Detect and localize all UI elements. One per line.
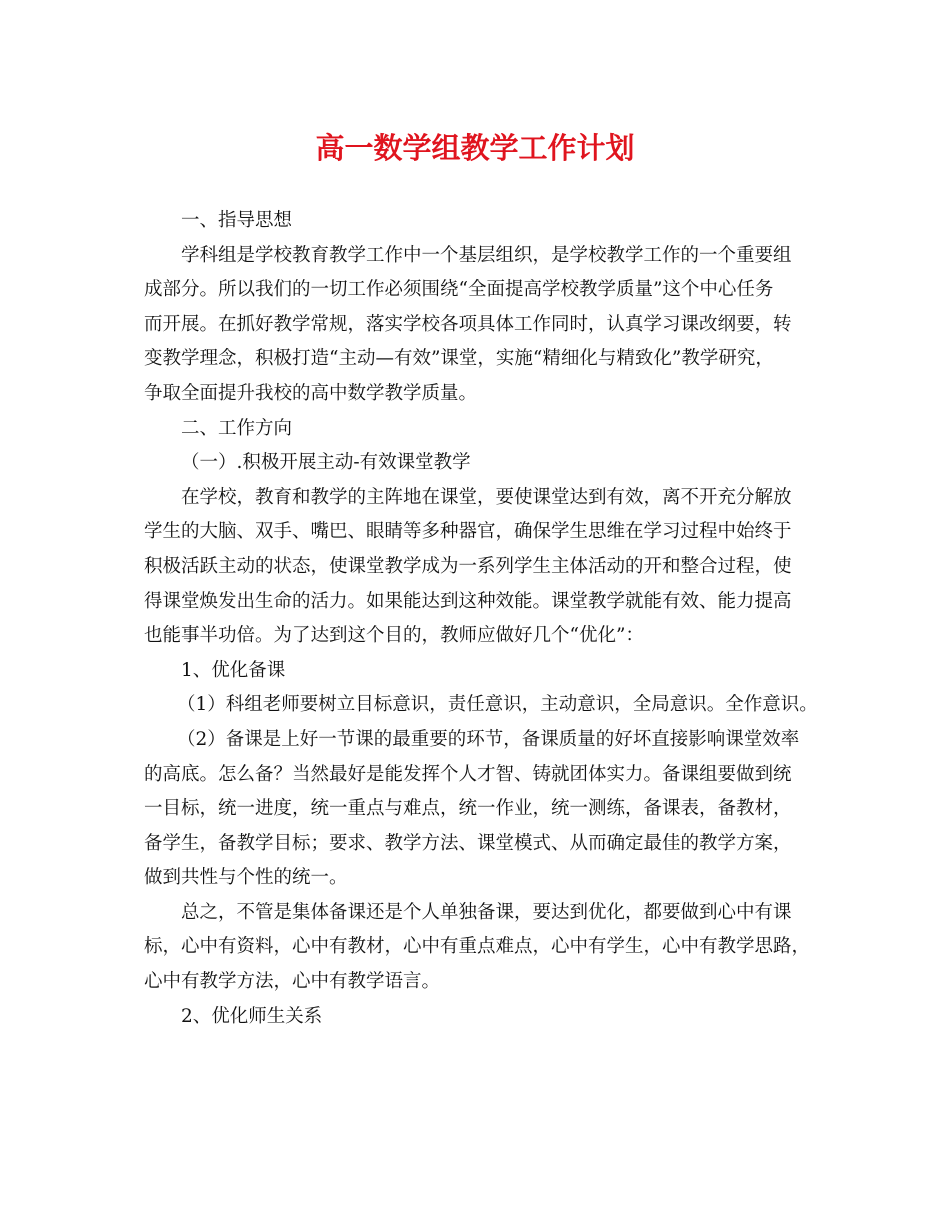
text-line: 做到共性与个性的统一。 — [144, 867, 348, 889]
text-line: 而开展。在抓好教学常规，落实学校各项具体工作同时，认真学习课改纲要，转 — [144, 313, 792, 335]
text-line: 一目标，统一进度，统一重点与难点，统一作业，统一测练，备课表，备教材， — [144, 798, 792, 820]
text-line: 在学校，教育和教学的主阵地在课堂，要使课堂达到有效，离不开充分解放 — [181, 486, 792, 508]
text-line: 1、优化备课 — [181, 659, 286, 681]
text-line: （2）备课是上好一节课的最重要的环节，备课质量的好坏直接影响课堂效率 — [177, 728, 800, 750]
text-line: 学科组是学校教育教学工作中一个基层组织，是学校教学工作的一个重要组 — [181, 244, 792, 266]
text-line: 标，心中有资料，心中有教材，心中有重点难点，心中有学生，心中有教学思路， — [144, 936, 811, 958]
text-line: 争取全面提升我校的高中数学教学质量。 — [144, 382, 478, 404]
text-line: 二、工作方向 — [181, 417, 293, 439]
text-line: 一、指导思想 — [181, 210, 293, 231]
text-line: 得课堂焕发出生命的活力。如果能达到这种效能。课堂教学就能有效、能力提高 — [144, 590, 792, 612]
document-title: 高一数学组教学工作计划 — [315, 131, 635, 165]
text-line: 心中有教学方法，心中有教学语言。 — [144, 971, 441, 993]
text-line: 的高底。怎么备？当然最好是能发挥个人才智、铸就团体实力。备课组要做到统 — [144, 763, 792, 785]
text-line: 也能事半功倍。为了达到这个目的，教师应做好几个“优化”： — [144, 625, 644, 647]
text-line: 备学生，备教学目标；要求、教学方法、课堂模式、从而确定最佳的教学方案， — [144, 832, 792, 854]
text-line: 积极活跃主动的状态，使课堂教学成为一系列学生主体活动的开和整合过程，使 — [144, 555, 792, 577]
text-line: （1）科组老师要树立目标意识，责任意识，主动意识，全局意识。全作意识。 — [177, 694, 818, 716]
document-body — [144, 204, 816, 1034]
text-line: 总之，不管是集体备课还是个人单独备课，要达到优化，都要做到心中有课 — [181, 901, 792, 923]
text-line: （一）.积极开展主动-有效课堂教学 — [181, 452, 471, 474]
text-line: 学生的大脑、双手、嘴巴、眼睛等多种器官，确保学生思维在学习过程中始终于 — [144, 521, 792, 543]
text-line: 2、优化师生关系 — [181, 1005, 323, 1027]
text-line: 变教学理念，积极打造“主动—有效”课堂，实施“精细化与精致化”教学研究， — [144, 348, 774, 370]
text-line: 成部分。所以我们的一切工作必须围绕“全面提高学校教学质量”这个中心任务 — [144, 279, 774, 301]
